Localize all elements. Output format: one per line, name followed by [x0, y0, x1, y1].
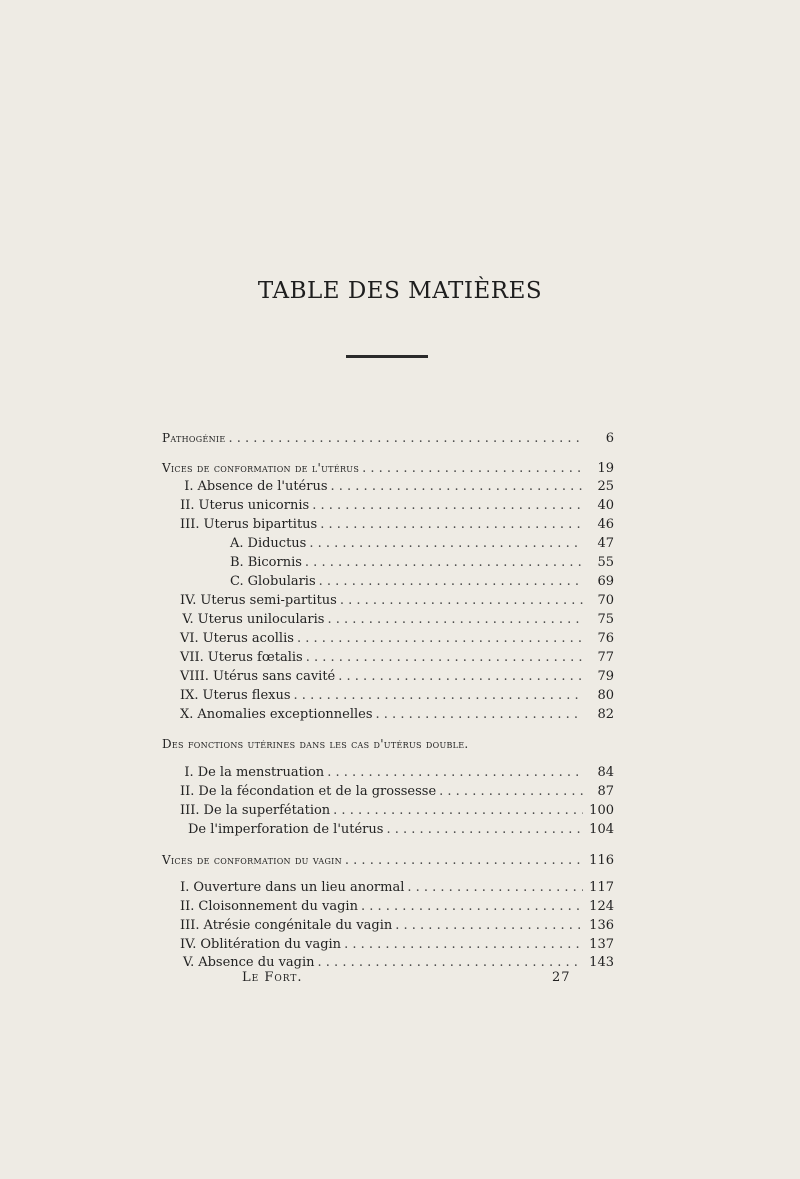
toc-entry-page: 143: [589, 955, 614, 970]
toc-leader-dots: [395, 916, 583, 936]
toc-leader-dots: [305, 553, 583, 573]
toc-entry-label: Uterus unilocularis: [197, 612, 325, 627]
toc-leader-dots: [407, 878, 583, 898]
toc-entry: [180, 878, 614, 898]
toc-entry-number: X.: [180, 707, 194, 722]
toc-entry-number: II.: [180, 498, 195, 513]
toc-entry-number: I.: [184, 479, 194, 494]
toc-entry-page: 100: [589, 803, 614, 818]
toc-entry: [180, 496, 614, 516]
toc-entry-number: II.: [180, 899, 195, 914]
toc-entry-label: Absence de l'utérus: [197, 479, 328, 494]
toc-entry: [180, 935, 614, 955]
toc-entry-number: III.: [180, 803, 200, 818]
toc-entry-page: 117: [589, 880, 614, 895]
toc-entry-label: Utérus sans cavité: [212, 669, 336, 684]
toc-leader-dots: [294, 686, 583, 706]
toc-entry-page: 70: [597, 593, 614, 608]
toc-entry: [180, 610, 614, 630]
toc-entry-number: VII.: [180, 650, 204, 665]
toc-entry: [188, 820, 614, 840]
toc-entry-label: Diductus: [247, 536, 307, 551]
toc-entry: [162, 850, 614, 870]
toc-entry-page: 79: [597, 669, 614, 684]
toc-leader-dots: [318, 953, 583, 973]
toc-entry-label: Vices de conformation de l'utérus: [162, 461, 360, 475]
toc-leader-dots: [333, 801, 583, 821]
toc-entry-page: 136: [589, 918, 614, 933]
toc-leader-dots: [306, 648, 583, 668]
toc-entry-page: 76: [597, 631, 614, 646]
toc-leader-dots: [344, 935, 583, 955]
toc-entry-page: 40: [597, 498, 614, 513]
toc-entry-number: IX.: [180, 688, 199, 703]
toc-entry-label: Uterus semi-partitus: [200, 593, 337, 608]
toc-entry-page: 25: [597, 479, 614, 494]
toc-entry-label: Ouverture dans un lieu anormal: [193, 880, 405, 895]
toc-entry-page: 75: [597, 612, 614, 627]
toc-entry: [162, 428, 614, 448]
toc-leader-dots: [331, 477, 584, 497]
toc-entry-number: III.: [180, 517, 200, 532]
toc-entry: [162, 458, 614, 478]
toc-entry-number: VI.: [180, 631, 199, 646]
toc-entry-label: De la menstruation: [197, 765, 325, 780]
toc-entry-page: 137: [589, 937, 614, 952]
toc-leader-dots: [320, 515, 583, 535]
toc-entry-label: Uterus flexus: [202, 688, 291, 703]
toc-entry-number: V.: [182, 612, 194, 627]
toc-entry: [230, 572, 614, 592]
toc-entry: [180, 801, 614, 821]
toc-entry-page: 55: [597, 555, 614, 570]
toc-entry-label: Globularis: [247, 574, 316, 589]
title-rule: [346, 355, 428, 358]
footer-signature: 27: [552, 970, 571, 985]
toc-entry-number: A.: [230, 536, 244, 551]
toc-entry: [180, 477, 614, 497]
toc-entry: [230, 553, 614, 573]
toc-entry: [180, 667, 614, 687]
toc-leader-dots: [376, 705, 583, 725]
toc-entry: [230, 534, 614, 554]
toc-entry-page: 124: [589, 899, 614, 914]
toc-entry-label: Uterus acollis: [202, 631, 294, 646]
toc-entry-page: 87: [597, 784, 614, 799]
toc-leader-dots: [345, 851, 583, 871]
toc-entry: [180, 686, 614, 706]
toc-leader-dots: [319, 572, 583, 592]
toc-entry-label: Uterus fœtalis: [207, 650, 303, 665]
toc-entry: [180, 515, 614, 535]
toc-entry-page: 47: [597, 536, 614, 551]
toc-entry-label: Cloisonnement du vagin: [198, 899, 358, 914]
page-title: TABLE DES MATIÈRES: [257, 278, 543, 304]
toc-entry-label: Anomalies exceptionnelles: [197, 707, 373, 722]
toc-entry-number: IV.: [180, 937, 197, 952]
toc-leader-dots: [327, 763, 583, 783]
toc-entry-label: De l'imperforation de l'utérus: [188, 822, 384, 837]
toc-leader-dots: [297, 629, 583, 649]
toc-entry-page: 82: [597, 707, 614, 722]
toc-leader-dots: [361, 897, 583, 917]
toc-entry-page: 6: [605, 431, 614, 446]
toc-entry-number: B.: [230, 555, 244, 570]
toc-leader-dots: [362, 459, 583, 479]
toc-entry-page: 46: [597, 517, 614, 532]
toc-entry-label: Atrésie congénitale du vagin: [203, 918, 393, 933]
toc-entry-page: 116: [589, 853, 614, 868]
toc-leader-dots: [312, 496, 583, 516]
toc-entry-number: I.: [180, 880, 190, 895]
toc-entry-page: 80: [597, 688, 614, 703]
toc-entry: [180, 763, 614, 783]
toc-entry-number: III.: [180, 918, 200, 933]
toc-entry: [180, 629, 614, 649]
toc-entry: [180, 916, 614, 936]
toc-entry-page: 77: [597, 650, 614, 665]
toc-entry-number: I.: [184, 765, 194, 780]
toc-entry-page: 69: [597, 574, 614, 589]
toc-entry: [180, 897, 614, 917]
toc-entry-label: De la fécondation et de la grossesse: [198, 784, 437, 799]
toc-entry: [180, 782, 614, 802]
toc-leader-dots: [340, 591, 583, 611]
toc-leader-dots: [309, 534, 583, 554]
toc-entry-page: 104: [589, 822, 614, 837]
toc-entry-number: VIII.: [180, 669, 209, 684]
toc-leader-dots: [439, 782, 583, 802]
toc-entry-number: II.: [180, 784, 195, 799]
toc-entry-label: Pathogénie: [162, 431, 226, 445]
toc-entry-number: IV.: [180, 593, 197, 608]
toc-entry-page: 84: [597, 765, 614, 780]
toc-entry-label: Uterus bipartitus: [203, 517, 318, 532]
toc-entry-number: C.: [230, 574, 244, 589]
footer-author: Le Fort.: [242, 970, 303, 985]
toc-entry: [180, 705, 614, 725]
toc-entry: [180, 648, 614, 668]
toc-entry-page: 19: [597, 461, 614, 476]
toc-entry-label: Oblitération du vagin: [200, 937, 342, 952]
toc-entry-label: Vices de conformation du vagin: [162, 853, 342, 867]
toc-leader-dots: [386, 820, 583, 840]
toc-entry-label: Uterus unicornis: [198, 498, 310, 513]
toc-entry-label: Bicornis: [247, 555, 302, 570]
toc-leader-dots: [338, 667, 583, 687]
toc-leader-dots: [327, 610, 583, 630]
toc-entry-label: De la superfétation: [203, 803, 331, 818]
section-heading: Des fonctions utérines dans les cas d'utérus double.: [162, 737, 469, 751]
toc-leader-dots: [229, 429, 583, 449]
toc-entry: [180, 591, 614, 611]
toc-entry-number: V.: [182, 955, 195, 970]
toc-entry-label: Absence du vagin: [198, 955, 315, 970]
